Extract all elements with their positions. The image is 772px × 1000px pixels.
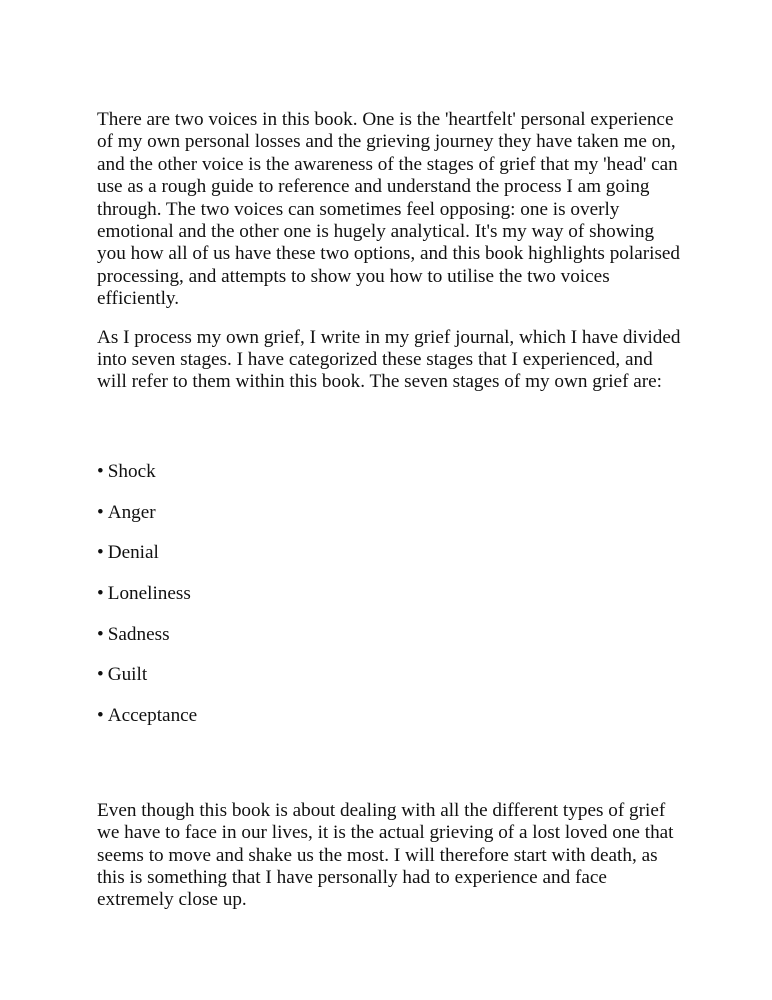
bullet-icon: • xyxy=(97,542,104,564)
closing-paragraph: Even though this book is about dealing with all the different types of grief we have to face in our lives, it is the actual grieving of a lost loved one that seems to move and shake us the most. I will therefore start with death, as this is something that I have personally had to experience and face extremely close up. xyxy=(97,799,674,911)
bullet-icon: • xyxy=(97,582,104,604)
stages-intro-paragraph: As I process my own grief, I write in my grief journal, which I have divided into seven stages. I have categorized these stages that I experienced, and will refer to them within this book. The seven stages of my own grief are: xyxy=(97,326,681,393)
stage-label: Denial xyxy=(107,542,159,564)
stage-label: Loneliness xyxy=(107,582,191,604)
list-item xyxy=(97,502,681,543)
list-item xyxy=(97,624,681,665)
list-item xyxy=(97,542,681,583)
stage-label: Sadness xyxy=(107,623,170,645)
stage-label: Guilt xyxy=(107,664,148,686)
bullet-icon: • xyxy=(97,501,104,523)
stage-label: Acceptance xyxy=(107,705,198,726)
document-page xyxy=(97,109,681,912)
bullet-icon: • xyxy=(97,623,104,645)
list-item xyxy=(97,705,681,746)
list-item xyxy=(97,664,681,705)
list-item xyxy=(97,583,681,624)
intro-paragraph: There are two voices in this book. One is the 'heartfelt' personal experience of my own personal losses and the grieving journey they have taken me on, and the other voice is the awareness of the stages of grief that my 'head' can use as a rough guide to reference and understand the process I am going through. The two voices can sometimes feel opposing: one is overly emotional and the other one is hugely analytical. It's my way of showing you how all of us have these two options, and this book highlights polarised processing, and attempts to show you how to utilise the two voices efficiently. xyxy=(97,109,681,310)
stage-label: Anger xyxy=(107,501,156,523)
grief-stages-list xyxy=(97,461,681,746)
bullet-icon: • xyxy=(97,705,104,726)
bullet-icon: • xyxy=(97,664,104,686)
stage-label: Shock xyxy=(107,460,156,482)
list-item xyxy=(97,461,681,502)
bullet-icon: • xyxy=(97,460,104,482)
